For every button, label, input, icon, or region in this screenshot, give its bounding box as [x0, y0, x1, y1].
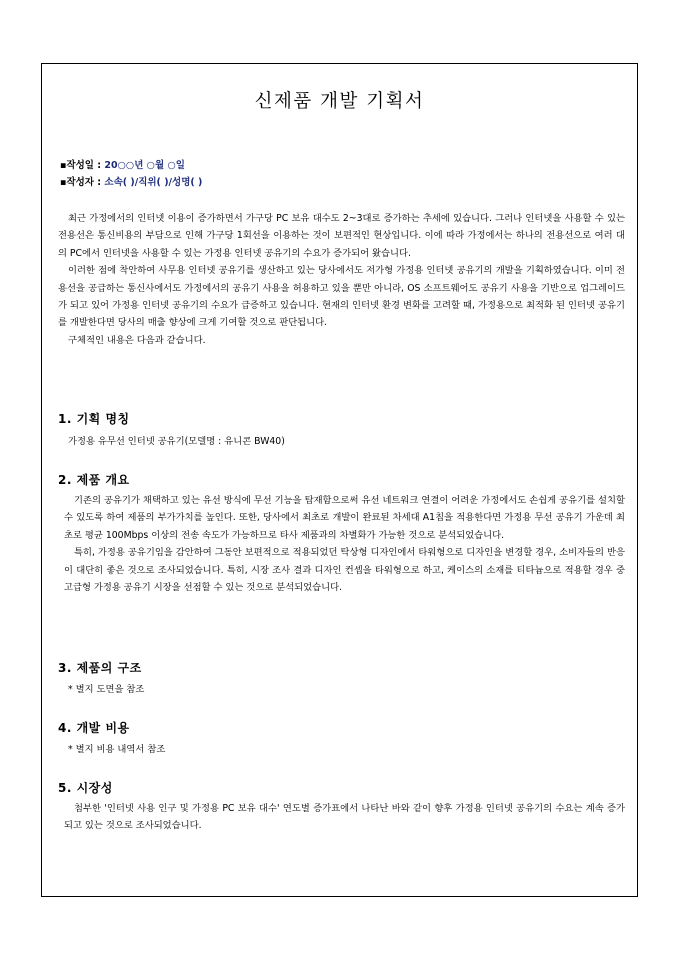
section-2-paragraph-2: 특히, 가정용 공유기임을 감안하여 그동안 보편적으로 적용되었던 탁상형 디자인에서 타워형으로 디자인을 변경할 경우, 소비자들의 반응이 대단히 좋은 것으로 조사되었습니다. 특히, 시장 조사 결과 디자인 컨셉을 타워형으로 하고, 케이스의 소재를 티타늄으로 적용할 경우 중고급형 가정용 공유기 시장을 선점할 수 있는 것으로 분석되었습니다. — [64, 547, 625, 594]
section-3-heading: 3. 제품의 구조 — [58, 661, 142, 675]
intro-paragraph-1: 최근 가정에서의 인터넷 이용이 증가하면서 가구당 PC 보유 대수도 2~3대로 증가하는 추세에 있습니다. 그러나 인터넷을 사용할 수 있는 전용선은 통신비용의 부담으로 인해 가구당 1회선을 이용하는 것이 보편적인 현상입니다. 이에 따라 가정에서는 하나의 전용선으로 여러 대의 PC에서 인터넷을 사용할 수 있는 가정용 인터넷 공유기의 수요가 증가되어 왔습니다. — [58, 213, 625, 259]
section-2-heading: 2. 제품 개요 — [58, 473, 130, 487]
section-4-text: * 별지 비용 내역서 참조 — [68, 744, 166, 755]
meta-author-value: 소속( )/직위( )/성명( ) — [104, 177, 203, 188]
meta-date-label: ▪작성일 : — [60, 160, 105, 171]
meta-author-label: ▪작성자 : — [60, 177, 105, 188]
document-title: 신제품 개발 기획서 — [254, 91, 425, 112]
section-5-paragraph-1: 첨부한 '인터넷 사용 인구 및 가정용 PC 보유 대수' 연도별 증가표에서 나타난 바와 같이 향후 가정용 인터넷 공유기의 수요는 계속 증가되고 있는 것으로 조사되었습니다. — [64, 803, 625, 832]
section-4-heading: 4. 개발 비용 — [58, 721, 130, 735]
intro-paragraph-3: 구체적인 내용은 다음과 같습니다. — [68, 334, 206, 346]
document-meta — [60, 157, 202, 191]
intro-paragraph-2: 이러한 점에 착안하여 사무용 인터넷 공유기를 생산하고 있는 당사에서도 저가형 가정용 인터넷 공유기의 개발을 기획하였습니다. 이미 전용선을 공급하는 통신사에서도 가정에서의 공유기 사용을 허용하고 있을 뿐만 아니라, OS 소프트웨어도 공유기 사용을 기반으로 업그레이드가 되고 있어 가정용 인터넷 공유기의 수요가 급증하고 있습니다. 현재의 인터넷 환경 변화를 고려할 때, 가정용으로 최적화 된 인터넷 공유기를 개발한다면 당사의 매출 향상에 크게 기여할 것으로 판단됩니다. — [58, 265, 625, 329]
document-page — [41, 63, 638, 897]
section-5-heading: 5. 시장성 — [58, 781, 113, 795]
section-5-body — [64, 800, 625, 835]
intro-body — [58, 210, 625, 349]
meta-author-row — [60, 174, 202, 191]
meta-date-row — [60, 157, 202, 174]
section-1-text: 가정용 유무선 인터넷 공유기(모델명 : 유니콘 BW40) — [68, 436, 285, 447]
section-3-text: * 별지 도면을 참조 — [68, 684, 145, 695]
section-2-paragraph-1: 기존의 공유기가 채택하고 있는 유선 방식에 무선 기능을 탑재함으로써 유선 네트워크 연결이 어려운 가정에서도 손쉽게 공유기를 설치할 수 있도록 하여 제품의 부가가치를 높인다. 또한, 당사에서 최초로 개발이 완료된 차세대 A1칩을 적용한다면 가정용 무선 공유기 가운데 최초로 평균 100Mbps 이상의 전송 속도가 가능하므로 타사 제품과의 차별화가 가능한 것으로 분석되었습니다. — [64, 495, 625, 541]
section-1-heading: 1. 기획 명칭 — [58, 412, 130, 426]
meta-date-value: 20○○년 ○월 ○일 — [104, 160, 185, 171]
section-2-body — [64, 492, 625, 596]
